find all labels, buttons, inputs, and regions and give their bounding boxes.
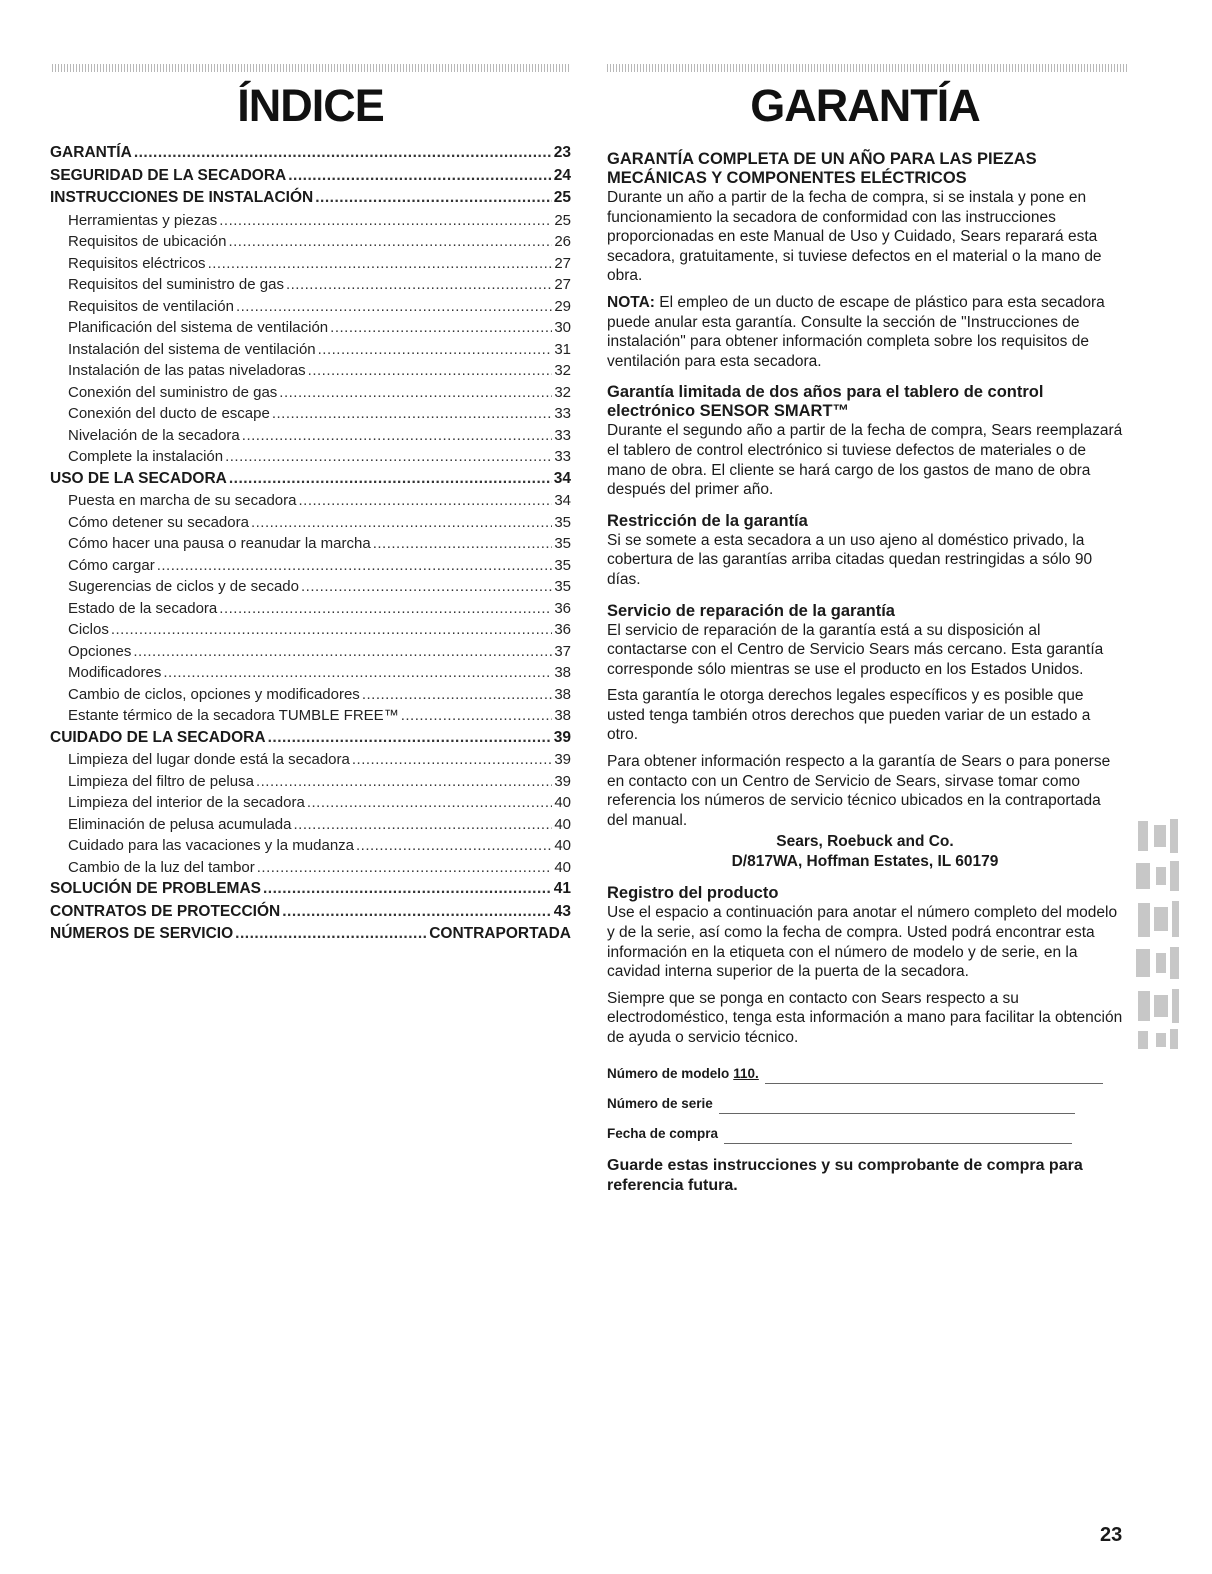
toc-leader-dots xyxy=(330,317,552,339)
toc-entry-label: SEGURIDAD DE LA SECADORA xyxy=(50,166,287,184)
toc-leader-dots xyxy=(318,339,553,361)
warranty-restriction xyxy=(607,512,1123,590)
toc-leader-dots xyxy=(133,641,552,663)
service-paragraph-3: Para obtener información respecto a la garantía de Sears o para ponerse en contacto con un Centro de Servicio de Sears, sirvase tomar como referencia los números de servicio técnico ubicados en la contraportada del manual. xyxy=(607,753,1111,829)
toc-entry-label: Instalación de las patas niveladoras xyxy=(68,362,306,379)
toc-leader-dots xyxy=(235,923,427,946)
toc-entry-label: Requisitos de ventilación xyxy=(68,297,234,315)
full-warranty-note xyxy=(607,293,1123,371)
toc-leader-dots xyxy=(134,142,552,165)
toc-entry-label: Planificación del sistema de ventilación xyxy=(68,319,329,336)
toc-leader-dots xyxy=(236,296,552,318)
toc-entry-label: Conexión del suministro de gas xyxy=(68,383,278,401)
service-paragraph-1: El servicio de reparación de la garantía está a su disposición al contactarse con el Centro de Servicio Sears más cercano. Esta garantía corresponde sólo mientras se use el producto en los Estados Unidos. xyxy=(607,621,1104,678)
toc-entry-page: 30 xyxy=(554,319,571,336)
toc-entry[interactable] xyxy=(50,662,571,684)
toc-entry[interactable] xyxy=(50,210,571,232)
toc-entry-label: Sugerencias de ciclos y de secado xyxy=(68,578,299,595)
toc-entry-page: 34 xyxy=(553,469,571,487)
toc-entry-page: 43 xyxy=(553,902,571,920)
toc-entry-page: 38 xyxy=(554,664,571,681)
toc-leader-dots xyxy=(268,727,552,750)
toc-entry-page: 36 xyxy=(554,621,571,638)
toc-entry-label: Cómo cargar xyxy=(68,556,155,574)
toc-entry-label: Opciones xyxy=(68,642,132,660)
toc-entry[interactable] xyxy=(50,705,571,727)
toc-entry[interactable] xyxy=(50,835,571,857)
toc-entry-page: 40 xyxy=(554,858,571,876)
toc-entry[interactable] xyxy=(50,684,571,706)
toc-entry[interactable] xyxy=(50,901,571,924)
toc-entry-label: Complete la instalación xyxy=(68,448,224,465)
toc-leader-dots xyxy=(362,684,553,706)
toc-entry-label: USO DE LA SECADORA xyxy=(50,469,227,487)
service-heading: Servicio de reparación de la garantía xyxy=(607,601,895,620)
serial-number-label: Número de serie xyxy=(607,1096,713,1111)
toc-entry-label: Requisitos de ubicación xyxy=(68,233,227,250)
toc-entry-page: 38 xyxy=(554,685,571,703)
toc-entry-page: 31 xyxy=(554,340,571,358)
toc-entry-label: Limpieza del filtro de pelusa xyxy=(68,772,254,790)
toc-entry[interactable] xyxy=(50,641,571,663)
toc-entry[interactable] xyxy=(50,814,571,836)
toc-entry-page: 23 xyxy=(553,144,571,161)
toc-entry[interactable] xyxy=(50,274,571,296)
toc-entry-label: SOLUCIÓN DE PROBLEMAS xyxy=(50,880,261,897)
toc-leader-dots xyxy=(279,382,552,404)
toc-entry[interactable] xyxy=(50,792,571,814)
limited-warranty-heading: Garantía limitada de dos años para el tablero de control electrónico SENSOR SMART™ xyxy=(607,383,1044,421)
toc-entry-page: 32 xyxy=(554,362,571,379)
toc-leader-dots xyxy=(111,619,552,641)
toc-leader-dots xyxy=(257,857,553,879)
toc-entry[interactable] xyxy=(50,446,571,468)
toc-entry-page: 27 xyxy=(554,276,571,293)
toc-entry[interactable] xyxy=(50,142,571,165)
toc-entry-page: 38 xyxy=(554,707,571,724)
toc-leader-dots xyxy=(288,165,552,188)
toc-leader-dots xyxy=(256,771,552,793)
toc-entry-page: 35 xyxy=(554,578,571,595)
toc-entry-label: Modificadores xyxy=(68,664,162,681)
toc-leader-dots xyxy=(208,253,553,275)
model-number-value: 110. xyxy=(733,1066,759,1081)
toc-entry-page: 27 xyxy=(554,254,571,272)
toc-leader-dots xyxy=(263,878,552,901)
toc-entry-page: 39 xyxy=(554,751,571,768)
toc-entry-page: 37 xyxy=(554,642,571,660)
address-line-2: D/817WA, Hoffman Estates, IL 60179 xyxy=(731,852,999,870)
toc-entry-label: GARANTÍA xyxy=(50,144,132,161)
toc-entry[interactable] xyxy=(50,339,571,361)
service-paragraph-2: Esta garantía le otorga derechos legales específicos y es posible que usted tenga también otros derechos que pueden variar de un estado a otro. xyxy=(607,687,1091,744)
toc-leader-dots xyxy=(157,555,553,577)
model-number-field xyxy=(607,1058,1123,1084)
toc-entry-label: INSTRUCCIONES DE INSTALACIÓN xyxy=(50,189,314,206)
toc-leader-dots xyxy=(308,360,553,382)
toc-leader-dots xyxy=(228,231,552,253)
toc-entry-label: Puesta en marcha de su secadora xyxy=(68,492,297,509)
toc-entry-page: 29 xyxy=(554,297,571,315)
toc-entry[interactable] xyxy=(50,749,571,771)
toc-entry-page: 33 xyxy=(554,448,571,465)
full-warranty-heading: GARANTÍA COMPLETA DE UN AÑO PARA LAS PIEZAS MECÁNICAS Y COMPONENTES ELÉCTRICOS xyxy=(607,150,1037,187)
toc-entry-label: Limpieza del lugar donde está la secadora xyxy=(68,751,350,768)
toc-entry[interactable] xyxy=(50,468,571,491)
toc-entry-page: 36 xyxy=(554,599,571,617)
toc-leader-dots xyxy=(286,274,552,296)
toc-entry-label: Nivelación de la secadora xyxy=(68,426,240,444)
toc-entry-page: 40 xyxy=(554,794,571,811)
toc-entry[interactable] xyxy=(50,317,571,339)
toc-entry[interactable] xyxy=(50,490,571,512)
toc-entry[interactable] xyxy=(50,403,571,425)
toc-entry-label: Estado de la secadora xyxy=(68,599,218,617)
toc-entry[interactable] xyxy=(50,576,571,598)
toc-leader-dots xyxy=(352,749,552,771)
toc-entry[interactable] xyxy=(50,165,571,188)
restriction-heading: Restricción de la garantía xyxy=(607,511,808,530)
address-line-1: Sears, Roebuck and Co. xyxy=(776,833,954,851)
toc-entry[interactable] xyxy=(50,187,571,210)
toc-entry-label: Ciclos xyxy=(68,621,109,638)
warranty-section xyxy=(607,150,1123,1208)
toc-leader-dots xyxy=(225,446,552,468)
toc-entry-label: Limpieza del interior de la secadora xyxy=(68,794,305,811)
toc-entry-label: Cambio de ciclos, opciones y modificadores xyxy=(68,685,360,703)
toc-entry-page: CONTRAPORTADA xyxy=(429,925,571,942)
toc-entry-label: Requisitos eléctricos xyxy=(68,254,206,272)
product-registration xyxy=(607,884,1123,1195)
toc-entry[interactable] xyxy=(50,619,571,641)
toc-entry-page: 33 xyxy=(554,405,571,422)
toc-entry-page: 34 xyxy=(554,492,571,509)
index-title: ÍNDICE xyxy=(237,80,384,131)
purchase-date-field xyxy=(607,1118,1123,1144)
toc-entry-page: 33 xyxy=(554,426,571,444)
toc-leader-dots xyxy=(301,576,552,598)
note-text: El empleo de un ducto de escape de plástico para esta secadora puede anular esta garantía. Consulte la sección de "Instrucciones de instalación" para obtener información completa sobre los requisitos de ventilación para esta secadora. xyxy=(607,293,1105,370)
model-number-label: Número de modelo xyxy=(607,1066,730,1081)
toc-entry-label: Cómo detener su secadora xyxy=(68,513,249,531)
toc-entry[interactable] xyxy=(50,512,571,534)
right-column-rule xyxy=(607,64,1127,72)
full-warranty xyxy=(607,150,1123,371)
toc-leader-dots xyxy=(251,512,552,534)
registration-paragraph-1: Use el espacio a continuación para anotar el número completo del modelo y de la serie, así como la fecha de compra. Usted podrá encontrar esta información en la etiqueta con el número de modelo y de serie, en la cavidad interna superior de la puerta de la secadora. xyxy=(607,904,1118,981)
toc-entry-page: 32 xyxy=(554,383,571,401)
toc-leader-dots xyxy=(315,187,552,210)
toc-entry-page: 39 xyxy=(553,728,571,746)
model-number-line[interactable] xyxy=(765,1067,1103,1084)
full-warranty-body: Durante un año a partir de la fecha de compra, si se instala y pone en funcionamiento la secadora de conformidad con las instrucciones proporcionadas en este Manual de Uso y Cuidado, Sears reparará esta secadora, gratuitamente, si tuviese defectos en el material o la mano de obra. xyxy=(607,189,1102,285)
toc-leader-dots xyxy=(219,598,552,620)
toc-entry-page: 41 xyxy=(553,880,571,897)
toc-entry-label: Cómo hacer una pausa o reanudar la marcha xyxy=(68,535,371,552)
toc-leader-dots xyxy=(282,901,552,924)
toc-entry[interactable] xyxy=(50,727,571,750)
toc-entry-page: 40 xyxy=(554,815,571,833)
toc-entry-page: 39 xyxy=(554,772,571,790)
toc-leader-dots xyxy=(229,468,552,491)
toc-entry-page: 25 xyxy=(554,211,571,229)
toc-leader-dots xyxy=(356,835,552,857)
toc-leader-dots xyxy=(163,662,552,684)
keep-instructions-note: Guarde estas instrucciones y su comprobante de compra para referencia futura. xyxy=(607,1156,1083,1194)
registration-paragraph-2: Siempre que se ponga en contacto con Sears respecto a su electrodoméstico, tenga esta información a mano para facilitar la obtención de ayuda o servicio técnico. xyxy=(607,989,1123,1046)
toc-entry-label: Conexión del ducto de escape xyxy=(68,405,270,422)
toc-entry-label: Instalación del sistema de ventilación xyxy=(68,340,316,358)
toc-entry[interactable] xyxy=(50,555,571,577)
purchase-date-line[interactable] xyxy=(724,1127,1072,1144)
toc-entry-page: 25 xyxy=(553,189,571,206)
toc-leader-dots xyxy=(298,490,552,512)
toc-entry[interactable] xyxy=(50,598,571,620)
spanish-language-tab-graphic xyxy=(1132,815,1182,1055)
toc-entry-page: 35 xyxy=(554,556,571,574)
limited-warranty xyxy=(607,383,1123,499)
toc-entry[interactable] xyxy=(50,533,571,555)
note-label: NOTA: xyxy=(607,293,655,311)
toc-entry-page: 35 xyxy=(554,513,571,531)
toc-entry-label: Estante térmico de la secadora TUMBLE FREE™ xyxy=(68,707,399,724)
toc-leader-dots xyxy=(373,533,553,555)
sears-address xyxy=(607,832,1123,871)
toc-leader-dots xyxy=(293,814,552,836)
toc-entry[interactable] xyxy=(50,425,571,447)
toc-entry[interactable] xyxy=(50,360,571,382)
purchase-date-label: Fecha de compra xyxy=(607,1126,719,1141)
toc-entry-page: 40 xyxy=(554,837,571,854)
toc-entry-label: Eliminación de pelusa acumulada xyxy=(68,815,292,833)
toc-entry[interactable] xyxy=(50,296,571,318)
serial-number-line[interactable] xyxy=(719,1097,1075,1114)
toc-entry-label: CUIDADO DE LA SECADORA xyxy=(50,728,266,746)
warranty-title: GARANTÍA xyxy=(750,80,980,131)
toc-entry[interactable] xyxy=(50,771,571,793)
toc-entry[interactable] xyxy=(50,231,571,253)
left-column-rule xyxy=(52,64,570,72)
warranty-service xyxy=(607,602,1123,872)
toc-leader-dots xyxy=(272,403,553,425)
toc-leader-dots xyxy=(307,792,553,814)
toc-entry[interactable] xyxy=(50,857,571,879)
serial-number-field xyxy=(607,1088,1123,1114)
toc-leader-dots xyxy=(242,425,553,447)
limited-warranty-body: Durante el segundo año a partir de la fecha de compra, Sears reemplazará el tablero de control electrónico si tuviese defectos de materiales o de mano de obra. El cliente se hará cargo de los gastos de mano de obra después del primer año. xyxy=(607,422,1123,499)
table-of-contents xyxy=(50,142,571,946)
toc-entry-label: Cambio de la luz del tambor xyxy=(68,858,255,876)
toc-entry-label: Herramientas y piezas xyxy=(68,211,218,229)
toc-leader-dots xyxy=(401,705,553,727)
registration-heading: Registro del producto xyxy=(607,884,779,903)
toc-leader-dots xyxy=(219,210,552,232)
toc-entry[interactable] xyxy=(50,382,571,404)
toc-entry-page: 35 xyxy=(554,535,571,552)
toc-entry-page: 24 xyxy=(553,166,571,184)
toc-entry[interactable] xyxy=(50,923,571,946)
toc-entry-page: 26 xyxy=(554,233,571,250)
toc-entry-label: Cuidado para las vacaciones y la mudanza xyxy=(68,837,355,854)
toc-entry-label: NÚMEROS DE SERVICIO xyxy=(50,925,234,942)
page-number: 23 xyxy=(1100,1524,1123,1546)
toc-entry-label: CONTRATOS DE PROTECCIÓN xyxy=(50,902,281,920)
toc-entry[interactable] xyxy=(50,253,571,275)
restriction-body: Si se somete a esta secadora a un uso ajeno al doméstico privado, la cobertura de las garantías arriba citadas quedan restringidas a sólo 90 días. xyxy=(607,531,1093,588)
toc-entry[interactable] xyxy=(50,878,571,901)
toc-entry-label: Requisitos del suministro de gas xyxy=(68,276,284,293)
